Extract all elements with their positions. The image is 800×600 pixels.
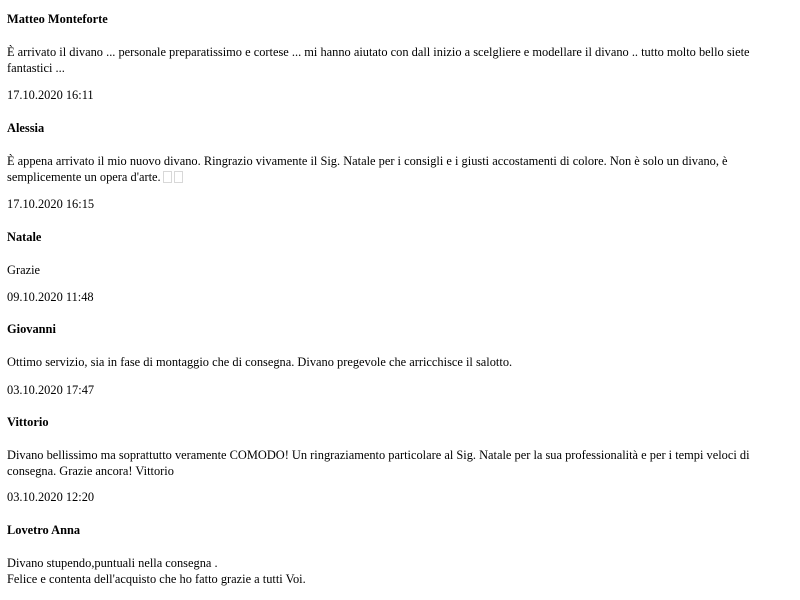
- review-text: [7, 262, 777, 278]
- review-date: 09.10.2020 11:48: [7, 290, 94, 304]
- review-text-line: Divano stupendo,puntuali nella consegna .: [7, 556, 218, 570]
- review-text-line: fantastici ...: [7, 61, 65, 75]
- review-text: [7, 555, 777, 587]
- review-text-line: Grazie: [7, 263, 41, 277]
- review-text-line: Felice e contenta dell'acquisto che ho fatto grazie a tutti Voi.: [7, 572, 306, 586]
- review-author: Lovetro Anna: [7, 523, 81, 537]
- review-author: Giovanni: [7, 322, 56, 336]
- review-text-line: semplicemente un opera d'arte.: [7, 170, 161, 184]
- review-item: [7, 230, 777, 304]
- review-text-line: Ottimo servizio, sia in fase di montaggio che di consegna. Divano pregevole che arricchisce il salotto.: [7, 355, 513, 369]
- review-item: [7, 121, 777, 211]
- review-text-line-with-emoji: [7, 169, 777, 185]
- review-item: [7, 415, 777, 504]
- review-author: Alessia: [7, 121, 45, 135]
- review-text: [7, 447, 777, 479]
- review-item: [7, 523, 777, 586]
- review-text-line: Divano bellissimo ma soprattutto veramente COMODO! Un ringraziamento particolare al Sig. Natale per la sua professionalità e per i tempi veloci di: [7, 448, 750, 462]
- review-text: [7, 153, 777, 185]
- review-date: 03.10.2020 12:20: [7, 490, 95, 504]
- review-date: 17.10.2020 16:15: [7, 197, 95, 211]
- review-date: 17.10.2020 16:11: [7, 88, 94, 102]
- review-text: [7, 44, 777, 76]
- review-text: [7, 354, 777, 370]
- review-author: Matteo Monteforte: [7, 12, 108, 26]
- review-author: Vittorio: [7, 415, 49, 429]
- review-item: [7, 12, 777, 102]
- review-date: 03.10.2020 17:47: [7, 383, 95, 397]
- review-text-line: È arrivato il divano ... personale preparatissimo e cortese ... mi hanno aiutato con dall inizio a scelgliere e modellare il divano .. tutto molto bello siete: [7, 45, 750, 59]
- review-text-line: È appena arrivato il mio nuovo divano. Ringrazio vivamente il Sig. Natale per i consigli e i giusti accostamenti di colore. Non è solo un divano, è: [7, 154, 728, 168]
- review-item: [7, 322, 777, 397]
- missing-glyph-icon: [163, 171, 172, 183]
- missing-glyph-icon: [174, 171, 183, 183]
- review-text-line: consegna. Grazie ancora! Vittorio: [7, 464, 174, 478]
- review-author: Natale: [7, 230, 42, 244]
